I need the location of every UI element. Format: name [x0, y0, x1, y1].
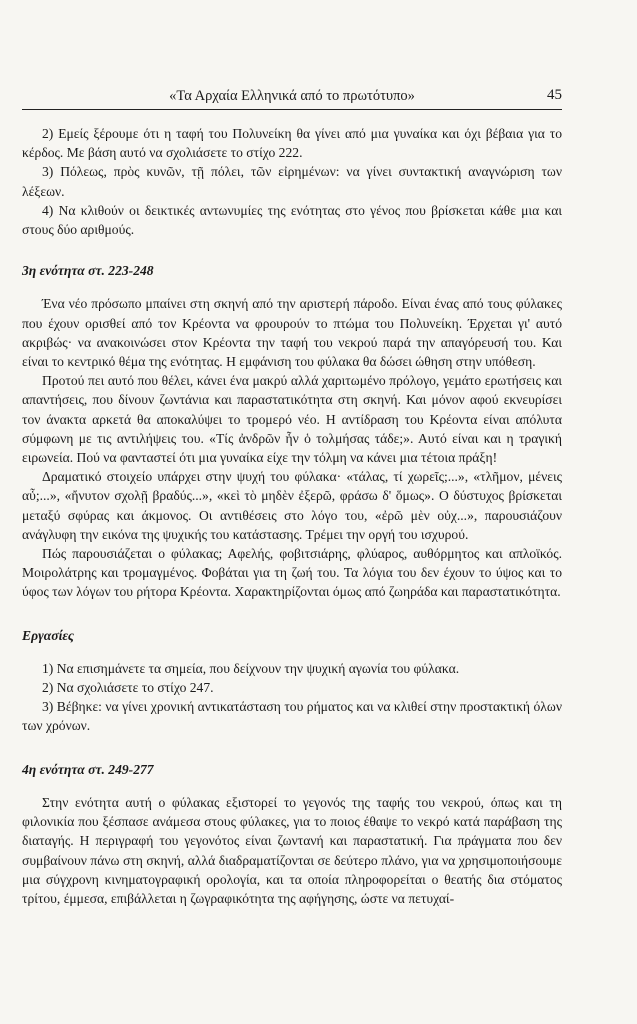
paragraph: Δραματικό στοιχείο υπάρχει στην ψυχή του φύλακα· «τάλας, τί χωρεῖς;...», «τλῆμον, μένεις αὖ;...», «ἤνυτον σχολῇ βραδύς...», «κεὶ τὸ μηδὲν ἐξερῶ, φράσω δ' ὅμως». Ο δύστυχος βρίσκεται μεταξύ σφύρας και άκμονος. Οι αντιθέσεις στο λόγο του, «ἐρῶ μὲν οὐχ...», παρουσιάζουν ανάγλυφη την εικόνα της ψυχικής του κατάστασης. Τρέμει την οργή του ισχυρού. — [22, 469, 562, 542]
section-3-body — [22, 294, 562, 601]
paragraph: Πώς παρουσιάζεται ο φύλακας; Αφελής, φοβιτσιάρης, φλύαρος, αυθόρμητος και απλοϊκός. Μοιρολάτρης και τρομαγμένος. Φοβάται για τη ζωή του. Τα λόγια του δεν έχουν το ύψος και το ύφος των λόγων του ρήτορα Κρέοντα. Χαρακτηρίζονται όμως από ζωηράδα και παραστατικότητα. — [22, 546, 562, 600]
list-item: 2) Εμείς ξέρουμε ότι η ταφή του Πολυνείκη θα γίνει από μια γυναίκα και όχι βέβαια για το κέρδος. Με βάση αυτό να σχολιάσετε το στίχο 222. — [22, 126, 562, 161]
exercise-list — [22, 659, 562, 736]
exercises-heading: Εργασίες — [22, 627, 74, 643]
running-header — [22, 87, 562, 110]
page-body — [22, 124, 562, 908]
section-heading: 3η ενότητα στ. 223-248 — [22, 263, 154, 279]
list-item: 3) Βέβηκε: να γίνει χρονική αντικατάσταση του ρήματος και να κλιθεί στην προστακτική όλων των χρόνων. — [22, 699, 562, 734]
paragraph: Στην ενότητα αυτή ο φύλακας εξιστορεί το γεγονός της ταφής του νεκρού, όπως και τη φιλονικία που ξέσπασε ανάμεσα στους φύλακες, για το ποιος έθαψε το νεκρό κατά παράβαση της διαταγής. Η περιγραφή του γεγονότος είναι ζωντανή και παραστατική. Για πράγματα που δεν συμβαίνουν πάνω στη σκηνή, αλλά διαδραματίζονται σε δεύτερο πλάνο, για να χρησιμοποιήσουμε μια σύγχρονη κινηματογραφική ορολογία, και τα οποία πληροφορείται ο θεατής δια στόματος τρίτου, έμμεσα, επιβάλλεται η ζωγραφικότητα της αφήγησης, ώστε να πετυχαί- — [22, 794, 562, 906]
list-item: 2) Να σχολιάσετε το στίχο 247. — [42, 680, 214, 696]
list-item: 3) Πόλεως, πρὸς κυνῶν, τῇ πόλει, τῶν εἰρημένων: να γίνει συντακτική αναγνώριση των λέξεων. — [22, 164, 562, 199]
paragraph: Προτού πει αυτό που θέλει, κάνει ένα μακρύ αλλά χαριτωμένο πρόλογο, γεμάτο ερωτήσεις και απαντήσεις, που δίνουν ζωντάνια και παραστατικότητα στη σκηνή. Και μόνον αφού εκνευρίσει τον άνακτα αρκετά θα αποκαλύψει το τρομερό νέο. Η αντίδραση του Κρέοντα είναι απόλυτα σύμφωνη με τις αντιλήψεις του. «Τίς ἀνδρῶν ἦν ὁ τολμήσας τάδε;». Αυτό είναι και η τραγική ειρωνεία. Πού να φανταστεί ότι μια γυναίκα είχε την τόλμη να κάνει μια τέτοια πράξη! — [22, 373, 562, 466]
running-title: «Τα Αρχαία Ελληνικά από το πρωτότυπο» — [169, 88, 415, 104]
list-item: 4) Να κλιθούν οι δεικτικές αντωνυμίες της ενότητας στο γένος που βρίσκεται κάθε μια και στους δύο αριθμούς. — [22, 202, 562, 238]
paragraph: Ένα νέο πρόσωπο μπαίνει στη σκηνή από την αριστερή πάροδο. Είναι ένας από τους φύλακες που έχουν ορισθεί από τον Κρέοντα να φρουρούν το πτώμα του Πολυνείκη. Έρχεται γι' αυτό ακριβώς· να ανακοινώσει στον Κρέοντα την ταφή του νεκρού παρά την απαγόρευσή του. Και είναι το κεντρικό θέμα της ενότητας. Η εμφάνιση του φύλακα θα δώσει ώθηση στην υπόθεση. — [22, 296, 562, 370]
question-list — [22, 124, 562, 239]
page-number: 45 — [547, 87, 562, 103]
section-4-body — [22, 793, 562, 908]
section-heading: 4η ενότητα στ. 249-277 — [22, 761, 154, 777]
list-item: 1) Να επισημάνετε τα σημεία, που δείχνουν την ψυχική αγωνία του φύλακα. — [42, 660, 460, 676]
